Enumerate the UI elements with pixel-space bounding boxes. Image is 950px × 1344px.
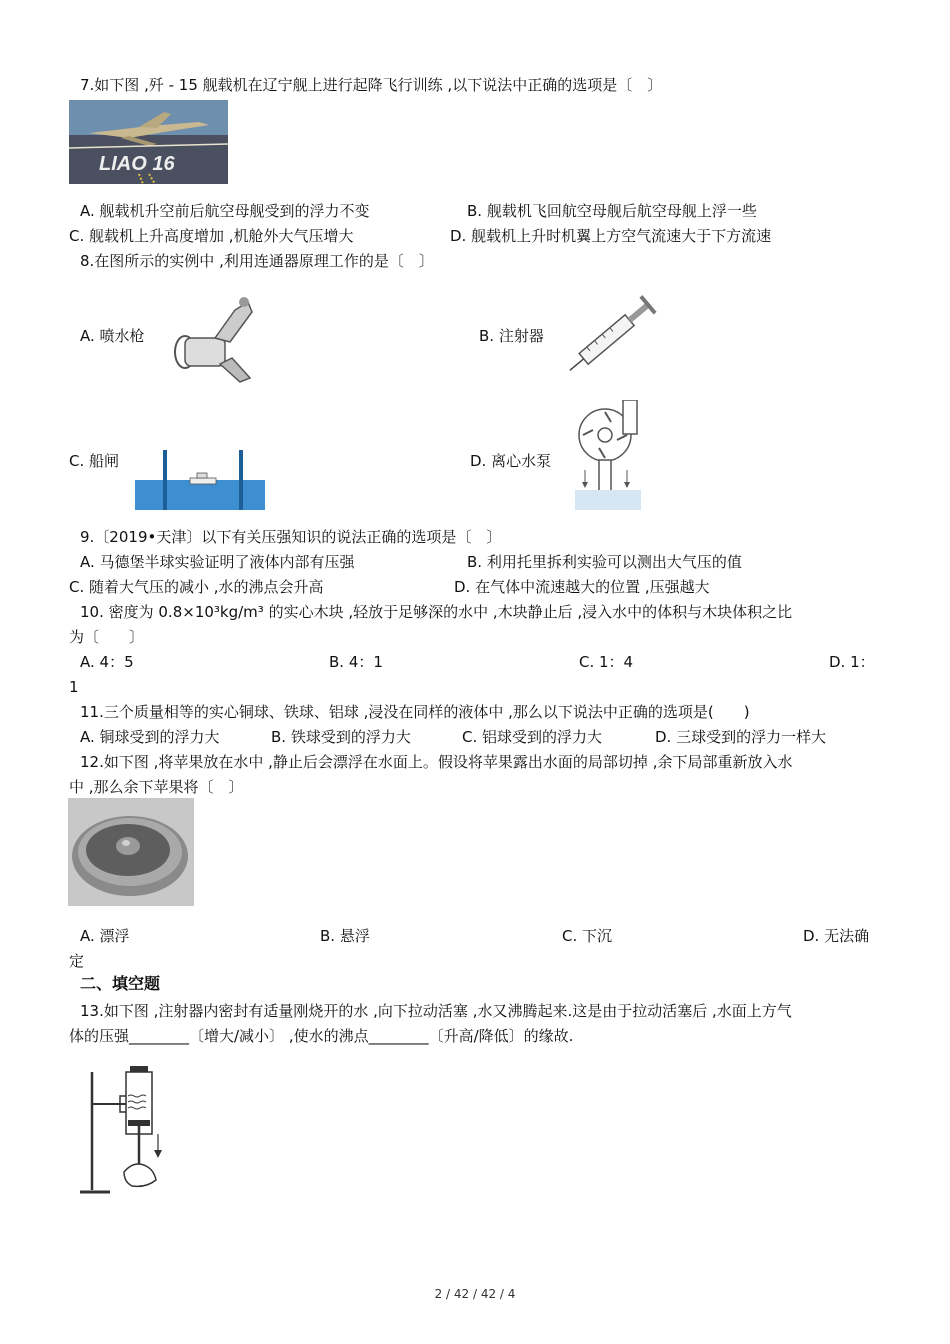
q8-figure-ship-lock (135, 450, 265, 510)
q8-option-a: A. 喷水枪 (80, 327, 145, 345)
q10-stem-line1: 10. 密度为 0.8×10³kg/m³ 的实心木块 ,轻放于足够深的水中 ,木块静止后 ,浸入水中的体积与木块体积之比 (80, 603, 793, 621)
q11-stem: 11.三个质量相等的实心铜球、铁球、铝球 ,浸没在同样的液体中 ,那么以下说法中正确的选项是( ) (80, 703, 750, 721)
q9-option-c: C. 随着大气压的减小 ,水的沸点会升高 (69, 578, 324, 596)
q11-option-b: B. 铁球受到的浮力大 (271, 728, 411, 746)
section-title-fill-in: 二、填空题 (80, 974, 161, 993)
q7-option-a: A. 舰载机升空前后航空母舰受到的浮力不变 (80, 202, 370, 220)
q8-option-d: D. 离心水泵 (470, 452, 552, 470)
q8-stem: 8.在图所示的实例中 ,利用连通器原理工作的是〔 〕 (80, 252, 434, 270)
q11-option-c: C. 铝球受到的浮力大 (462, 728, 603, 746)
q10-option-d: D. 1： (829, 653, 875, 671)
q9-option-d: D. 在气体中流速越大的位置 ,压强越大 (454, 578, 710, 596)
q12-stem-line1: 12.如下图 ,将苹果放在水中 ,静止后会漂浮在水面上。假设将苹果露出水面的局部切掉 ,余下局部重新放入水 (80, 753, 793, 771)
q9-option-a: A. 马德堡半球实验证明了液体内部有压强 (80, 553, 355, 571)
q12-option-d-wrap: 定 (69, 952, 85, 970)
q8-option-b: B. 注射器 (479, 327, 544, 345)
q11-option-d: D. 三球受到的浮力一样大 (655, 728, 827, 746)
q10-option-b: B. 4：1 (329, 653, 383, 671)
q11-option-a: A. 铜球受到的浮力大 (80, 728, 220, 746)
q10-option-a: A. 4：5 (80, 653, 134, 671)
q8-figure-centrifugal-pump (575, 400, 641, 510)
q13-stem-line1: 13.如下图 ,注射器内密封有适量刚烧开的水 ,向下拉动活塞 ,水又沸腾起来.这是由于拉动活塞后 ,水面上方气 (80, 1002, 792, 1020)
q8-figure-water-gun (160, 292, 265, 387)
q12-option-c: C. 下沉 (562, 927, 613, 945)
q8-figure-syringe (555, 280, 670, 390)
q7-stem: 7.如下图 ,歼 - 15 舰载机在辽宁舰上进行起降飞行训练 ,以下说法中正确的选项是〔 〕 (80, 76, 663, 94)
q13-figure-syringe-stand (76, 1062, 176, 1200)
q7-option-d: D. 舰载机上升时机翼上方空气流速大于下方流速 (450, 227, 772, 245)
q7-figure-carrier-jet (69, 100, 228, 184)
q12-option-d: D. 无法确 (803, 927, 870, 945)
q12-figure-apple-in-water (68, 798, 194, 906)
q8-option-c: C. 船闸 (69, 452, 120, 470)
q12-stem-line2: 中 ,那么余下苹果将〔 〕 (69, 778, 244, 796)
q7-deck-marking: LIAO 16 (99, 153, 175, 175)
q10-option-d-wrap: 1 (69, 678, 79, 696)
q13-stem-line2: 体的压强________〔增大/减小〕 ,使水的沸点________〔升高/降低〕的缘故. (69, 1027, 574, 1045)
page-footer: 2 / 42 / 42 / 4 (434, 1287, 516, 1301)
q7-option-c: C. 舰载机上升高度增加 ,机舱外大气压增大 (69, 227, 354, 245)
q9-option-b: B. 利用托里拆利实验可以测出大气压的值 (467, 553, 742, 571)
q10-stem-line2: 为〔 〕 (69, 628, 145, 646)
q7-option-b: B. 舰载机飞回航空母舰后航空母舰上浮一些 (467, 202, 757, 220)
q10-option-c: C. 1：4 (579, 653, 634, 671)
q12-option-b: B. 悬浮 (320, 927, 370, 945)
q12-option-a: A. 漂浮 (80, 927, 130, 945)
q9-stem: 9.〔2019•天津〕以下有关压强知识的说法正确的选项是〔 〕 (80, 528, 502, 546)
